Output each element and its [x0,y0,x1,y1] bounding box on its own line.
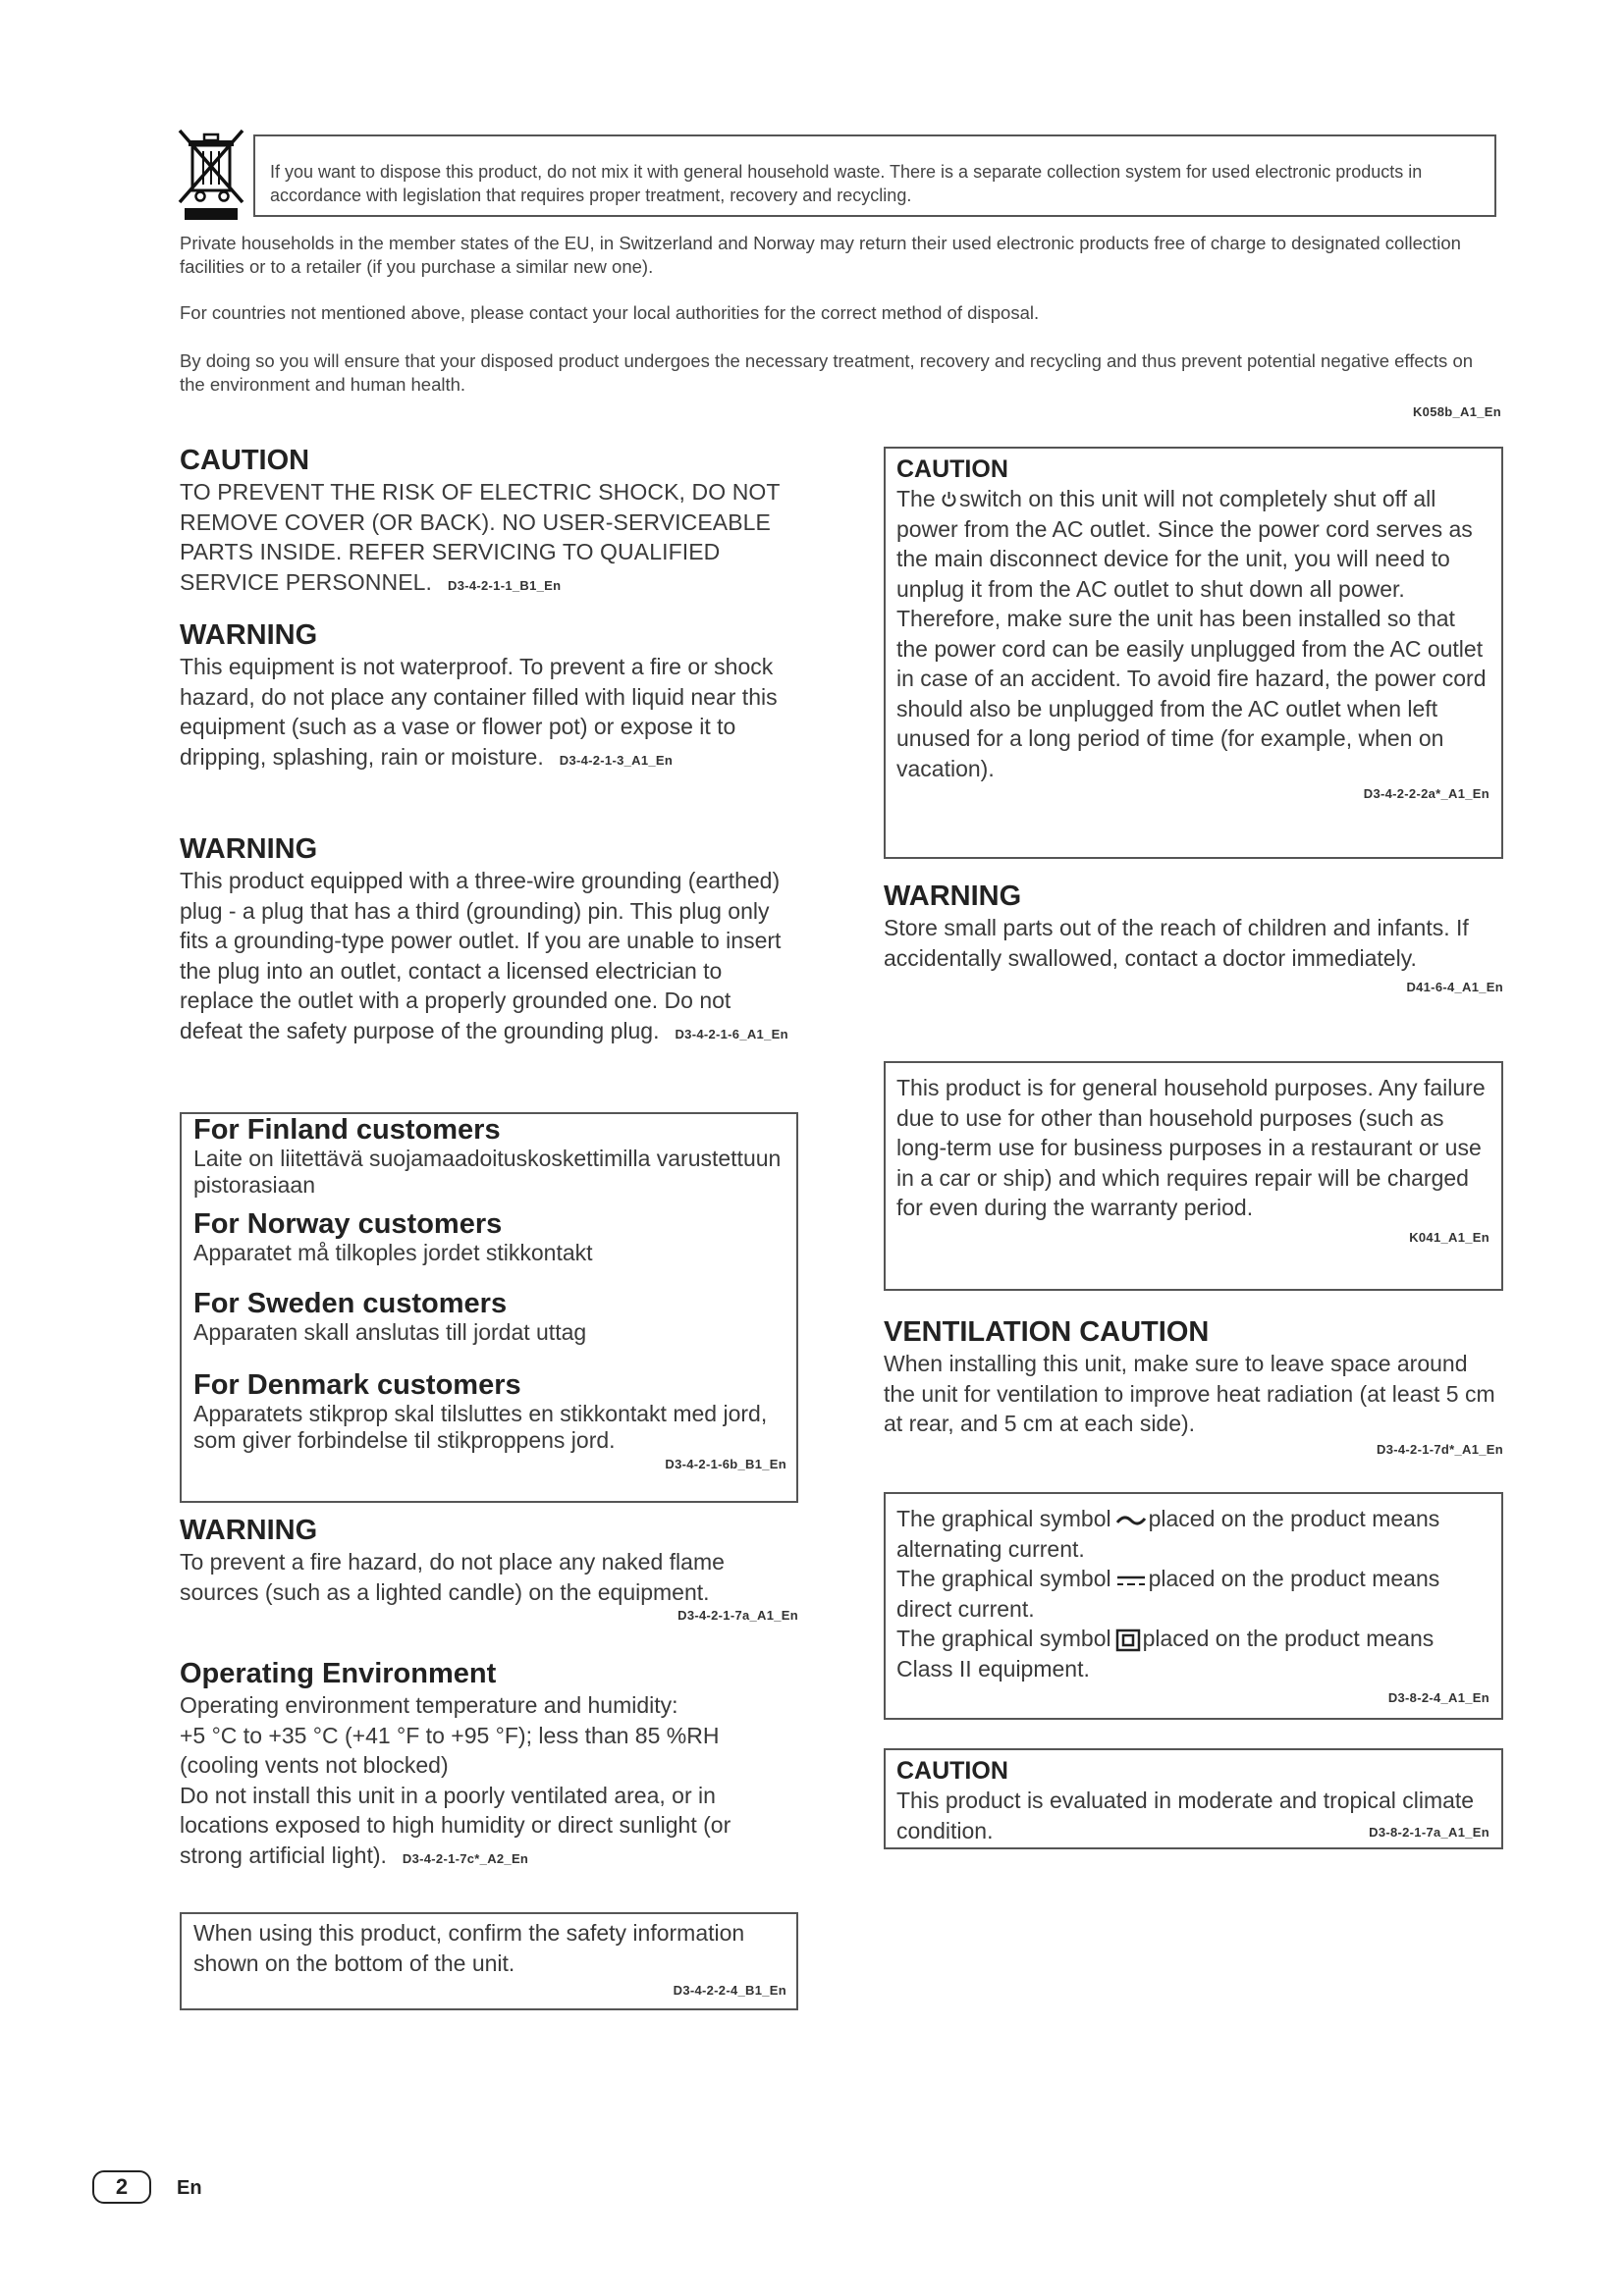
caution-electric-shock-section [180,444,798,601]
section-text-line1: Operating environment temperature and humidity: [180,1692,678,1718]
sweden-heading: For Sweden customers [193,1288,508,1319]
caution-climate-box [884,1748,1503,1849]
section-text: This equipment is not waterproof. To prevent a fire or shock hazard, do not place any container filled with liquid near this equipment (such as a vase or flower pot) or expose it to dripping, splashing, rain or moisture. [180,654,778,770]
section-text: When using this product, confirm the safety information shown on the bottom of the unit. [193,1920,745,1976]
private-households-paragraph: Private households in the member states of the EU, in Switzerland and Norway may return their used electronic products free of charge to designated collection facilities or to a retailer (if you purchase a similar new one). [180,233,1461,277]
by-doing-paragraph: By doing so you will ensure that your disposed product undergoes the necessary treatment, recovery and recycling and thus prevent potential negative effects on the environment and human health. [180,350,1474,395]
denmark-text: Apparatets stikprop skal tilsluttes en stikkontakt med jord, som giver forbindelse til stikproppens jord. [193,1401,768,1453]
ventilation-caution-section [884,1315,1503,1459]
section-text: When installing this unit, make sure to leave space around the unit for ventilation to improve heat radiation (at least 5 cm at rear, and 5 cm at each side). [884,1351,1495,1436]
page-language: En [177,2177,202,2199]
operating-environment-section [180,1657,798,1874]
section-heading: Operating Environment [180,1658,497,1689]
document-code: D41-6-4_A1_En [1406,980,1503,994]
direct-current-icon [1115,1574,1147,1587]
section-heading: CAUTION [180,445,310,476]
crossed-out-wheeled-bin-icon [177,128,245,224]
document-code: D3-4-2-1-3_A1_En [559,752,674,768]
alternating-current-icon [1115,1514,1147,1527]
caution-power-switch-box [884,447,1503,859]
finland-heading: For Finland customers [193,1114,501,1146]
sweden-text: Apparaten skall anslutas till jordat uttag [193,1319,587,1345]
section-heading: VENTILATION CAUTION [884,1316,1210,1348]
document-code: D3-4-2-1-1_B1_En [448,577,562,593]
norway-heading: For Norway customers [193,1208,503,1240]
section-heading: WARNING [180,1515,318,1546]
warning-grounding-section [180,832,798,1049]
document-code: D3-8-2-4_A1_En [1387,1690,1489,1705]
document-code: D3-4-2-1-7c*_A2_En [402,1850,529,1866]
general-household-use-box [884,1061,1503,1291]
document-code: K041_A1_En [1409,1229,1489,1245]
norway-text: Apparatet må tilkoples jordet stikkontakt [193,1240,593,1265]
document-code: K058b_A1_En [1412,404,1501,419]
section-text: switch on this unit will not completely shut off all power from the AC outlet. Since the power cord serves as the main disconnect device for the unit, you will need to unplug it from the AC outlet to shut down all power. Therefore, make sure the unit has been installed so that the power cord can be easily unplugged from the AC outlet in case of an accident. To avoid fire hazard, the power cord should also be unplugged from the AC outlet when left unused for a long period of time (for example, when on vacation). [896,486,1487,781]
section-text: TO PREVENT THE RISK OF ELECTRIC SHOCK, DO NOT REMOVE COVER (OR BACK). NO USER-SERVICEABLE PARTS INSIDE. REFER SERVICING TO QUALIFIED SERVICE PERSONNEL. [180,479,781,595]
finland-text: Laite on liitettävä suojamaadoituskoskettimilla varustettuun pistorasiaan [193,1146,782,1198]
document-code: D3-4-2-1-7a_A1_En [677,1608,798,1623]
class-ii-equipment-icon [1115,1629,1141,1652]
warning-waterproof-section [180,618,798,775]
section-heading: WARNING [180,619,318,651]
section-text: Store small parts out of the reach of children and infants. If accidentally swallowed, contact a doctor immediately. [884,915,1469,971]
section-heading: WARNING [884,881,1022,912]
weee-notice-text: If you want to dispose this product, do not mix it with general household waste. There is a separate collection system for used electronic products in accordance with legislation that requires proper treatment, recovery and recycling. [270,162,1423,205]
section-heading: WARNING [180,833,318,865]
warning-flame-section [180,1514,798,1625]
section-text: To prevent a fire hazard, do not place any naked flame sources (such as a lighted candle) on the equipment. [180,1549,725,1605]
symbol-prefix-text: The graphical symbol [896,1566,1111,1591]
class2-meaning-text: placed on the product means Class II equipment. [896,1626,1435,1682]
section-text: This product equipped with a three-wire grounding (earthed) plug - a plug that has a third (grounding) pin. This plug only fits a grounding-type power outlet. If you are unable to insert the plug into an outlet, contact a licensed electrician to replace the outlet with a properly grounded one. Do not defeat the safety purpose of the grounding plug. [180,868,782,1043]
symbol-prefix-text: The graphical symbol [896,1626,1111,1651]
symbol-prefix-text: The graphical symbol [896,1506,1111,1531]
section-text: This product is evaluated in moderate and tropical climate condition. [896,1788,1475,1843]
weee-notice-box [253,134,1496,217]
section-text-line2: +5 °C to +35 °C (+41 °F to +95 °F); less than 85 %RH (cooling vents not blocked) [180,1722,720,1778]
section-text-start: The [896,486,936,511]
denmark-heading: For Denmark customers [193,1369,521,1401]
dc-meaning-text: placed on the product means direct current. [896,1566,1440,1622]
section-text-line3: Do not install this unit in a poorly ventilated area, or in locations exposed to high humidity or direct sunlight (or strong artificial light). [180,1782,731,1868]
graphical-symbols-box [884,1492,1503,1720]
section-heading: CAUTION [896,455,1008,483]
page-number: 2 [92,2170,151,2204]
document-code: D3-4-2-1-6b_B1_En [665,1457,786,1471]
nordic-customers-box [180,1112,798,1503]
section-heading: CAUTION [896,1757,1008,1785]
power-standby-icon [942,491,956,507]
document-code: D3-4-2-1-6_A1_En [675,1026,788,1041]
document-code: D3-8-2-1-7a_A1_En [1369,1825,1489,1840]
document-code: D3-4-2-2-2a*_A1_En [1363,786,1489,801]
section-text: This product is for general household purposes. Any failure due to use for other than household purposes (such as long-term use for business purposes in a restaurant or use in a car or ship) and which requires repair will be charged for even during the warranty period. [896,1075,1486,1220]
document-code: D3-4-2-1-7d*_A1_En [1377,1441,1503,1457]
safety-information-box [180,1912,798,2010]
document-code: D3-4-2-2-4_B1_En [673,1983,786,1998]
warning-small-parts-section [884,880,1503,996]
other-countries-paragraph: For countries not mentioned above, please contact your local authorities for the correct method of disposal. [180,302,1040,323]
ac-meaning-text: placed on the product means alternating current. [896,1506,1440,1562]
